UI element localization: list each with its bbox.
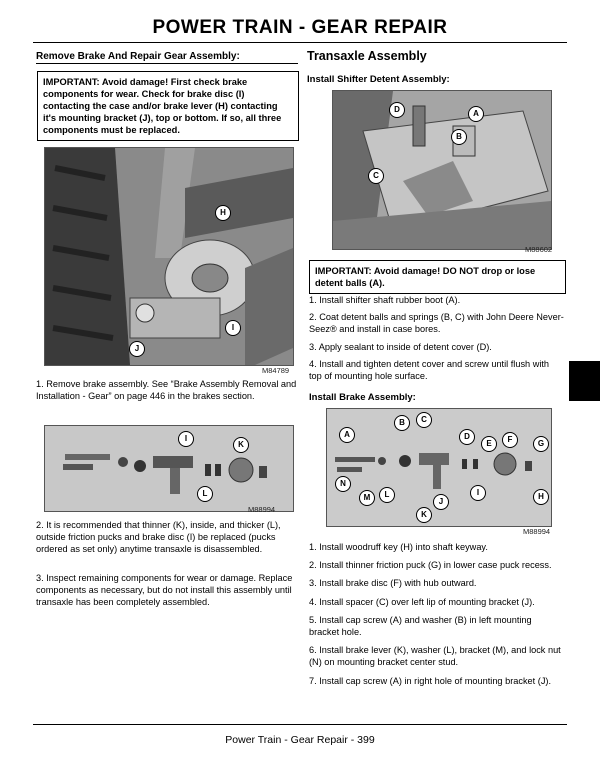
callout-h: H — [215, 205, 231, 221]
callout-fig4-i: I — [470, 485, 486, 501]
left-important-box: IMPORTANT: Avoid damage! First check brake components for wear. Check for brake disc (I) contacting the case and/or brake lever (H) contacting it's mounting bracket (J), top or bottom. If so, all three components must be replaced. — [37, 71, 299, 141]
callout-i: I — [225, 320, 241, 336]
callout-fig4-j: J — [433, 494, 449, 510]
right-subheading-2: Install Brake Assembly: — [309, 392, 416, 403]
callout-fig4-b: B — [394, 415, 410, 431]
shifter-step: 4. Install and tighten detent cover and screw until flush with top of mounting hole surface. — [309, 358, 550, 382]
callout-fig4-m: M — [359, 490, 375, 506]
shifter-steps — [309, 294, 564, 382]
shifter-photo-figure — [332, 90, 552, 250]
section-thumb-tab — [569, 361, 600, 401]
callout-fig4-l: L — [379, 487, 395, 503]
brake-step: 1. Install woodruff key (H) into shaft keyway. — [309, 542, 488, 552]
right-heading: Transaxle Assembly — [307, 49, 427, 63]
callout-fig2-k: K — [233, 437, 249, 453]
callout-c: C — [368, 168, 384, 184]
brake-step: 6. Install brake lever (K), washer (L), bracket (M), and lock nut (N) on mounting bracket center stud. — [309, 645, 561, 668]
top-rule — [33, 42, 567, 43]
shifter-step: 3. Apply sealant to inside of detent cover (D). — [309, 341, 492, 352]
callout-fig4-h: H — [533, 489, 549, 505]
brake-steps — [309, 541, 564, 687]
brake-photo-illustration — [45, 148, 293, 365]
brake-parts-illustration — [45, 426, 293, 511]
shifter-photo-illustration — [333, 91, 551, 249]
left-heading: Remove Brake And Repair Gear Assembly: — [36, 51, 240, 62]
left-step-3: 3. Inspect remaining components for wear or damage. Replace components as necessary, but do not install this assembly until transaxle has been completely assembled. — [36, 573, 293, 608]
callout-fig4-d: D — [459, 429, 475, 445]
callout-j: J — [129, 341, 145, 357]
page-title: POWER TRAIN - GEAR REPAIR — [152, 17, 448, 38]
brake-photo-figure — [44, 147, 294, 366]
callout-d: D — [389, 102, 405, 118]
fig1-id: M84789 — [262, 366, 290, 375]
shifter-step: 2. Coat detent balls and springs (B, C) with John Deere Never-Seez® and install in case bores. — [309, 312, 564, 335]
brake-step: 5. Install cap screw (A) and washer (B) in left mounting bracket hole. — [309, 614, 532, 638]
left-step-1: 1. Remove brake assembly. See “Brake Assembly Removal and Installation - Gear” on page 446 in the brakes section. — [36, 379, 297, 402]
shifter-step: 1. Install shifter shaft rubber boot (A). — [309, 295, 461, 305]
callout-a: A — [468, 106, 484, 122]
page-footer: Power Train - Gear Repair - 399 — [225, 734, 375, 746]
fig4-id: M88994 — [523, 527, 551, 536]
brake-step: 7. Install cap screw (A) in right hole of mounting bracket (J). — [309, 675, 552, 686]
callout-fig4-a: A — [339, 427, 355, 443]
right-important-box: IMPORTANT: Avoid damage! DO NOT drop or lose detent balls (A). — [309, 260, 566, 294]
callout-fig4-f: F — [502, 432, 518, 448]
callout-fig4-c: C — [416, 412, 432, 428]
brake-step: 2. Install thinner friction puck (G) in lower case puck recess. — [309, 560, 552, 571]
callout-fig2-i: I — [178, 431, 194, 447]
callout-fig4-n: N — [335, 476, 351, 492]
callout-fig4-e: E — [481, 436, 497, 452]
brake-step: 4. Install spacer (C) over left lip of mounting bracket (J). — [309, 596, 535, 607]
fig3-id: M88602 — [525, 245, 553, 254]
callout-fig4-k: K — [416, 507, 432, 523]
callout-fig2-l: L — [197, 486, 213, 502]
bottom-rule — [33, 724, 567, 725]
fig2-id: M88994 — [248, 505, 276, 514]
brake-step: 3. Install brake disc (F) with hub outward. — [309, 578, 477, 589]
left-heading-rule — [36, 63, 298, 64]
left-step-2: 2. It is recommended that thinner (K), inside, and thicker (L), outside friction pucks and brake disc (I) be replaced (pucks ordered as set only) anytime transaxle is disassembled. — [36, 520, 281, 555]
callout-b: B — [451, 129, 467, 145]
brake-parts-figure — [44, 425, 294, 512]
right-subheading-1: Install Shifter Detent Assembly: — [307, 74, 450, 85]
brake-assembly-figure — [326, 408, 552, 527]
callout-fig4-g: G — [533, 436, 549, 452]
